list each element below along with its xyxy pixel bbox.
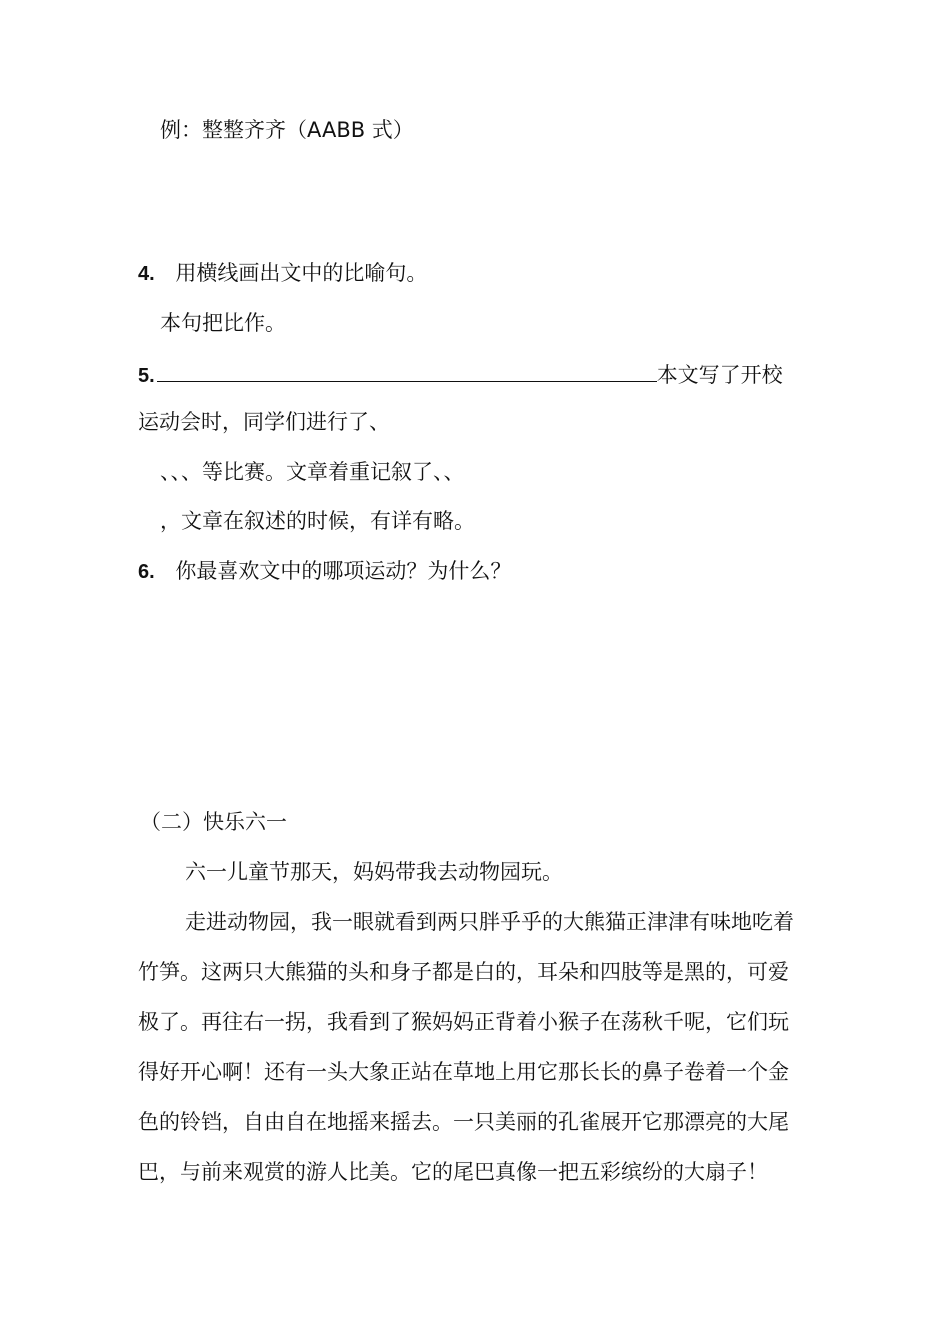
question-4-sub: 本句把比作。 xyxy=(160,311,286,335)
passage-line: 走进动物园，我一眼就看到两只胖乎乎的大熊猫正津津有味地吃着 xyxy=(185,910,794,934)
answer-blank[interactable] xyxy=(157,359,657,382)
question-number: 4. xyxy=(138,263,155,285)
example-line: 例：整整齐齐（AABB 式） xyxy=(160,118,414,142)
question-text: 用横线画出文中的比喻句。 xyxy=(175,261,428,285)
question-5-line-4: ，文章在叙述的时候，有详有略。 xyxy=(160,509,475,533)
section-title: （二）快乐六一 xyxy=(140,810,287,834)
question-4 xyxy=(138,259,427,288)
passage-line: 得好开心啊！还有一头大象正站在草地上用它那长长的鼻子卷着一个金 xyxy=(138,1060,789,1084)
passage-line: 色的铃铛，自由自在地摇来摇去。一只美丽的孔雀展开它那漂亮的大尾 xyxy=(138,1110,789,1134)
question-number: 6. xyxy=(138,561,155,583)
question-6 xyxy=(138,557,511,586)
passage-line: 巴，与前来观赏的游人比美。它的尾巴真像一把五彩缤纷的大扇子！ xyxy=(138,1160,768,1184)
passage-line: 竹笋。这两只大熊猫的头和身子都是白的，耳朵和四肢等是黑的，可爱 xyxy=(138,960,789,984)
question-5-line-3: 、、、等比赛。文章着重记叙了、、 xyxy=(160,460,465,484)
question-5 xyxy=(138,359,783,390)
passage-paragraph-1: 六一儿童节那天，妈妈带我去动物园玩。 xyxy=(185,860,563,884)
passage-line: 极了。再往右一拐，我看到了猴妈妈正背着小猴子在荡秋千呢，它们玩 xyxy=(138,1010,789,1034)
question-text: 你最喜欢文中的哪项运动？为什么？ xyxy=(175,559,512,583)
question-5-line-2: 运动会时，同学们进行了、 xyxy=(138,410,390,434)
question-text: 本文写了开校 xyxy=(656,363,783,387)
question-number: 5. xyxy=(138,365,155,387)
